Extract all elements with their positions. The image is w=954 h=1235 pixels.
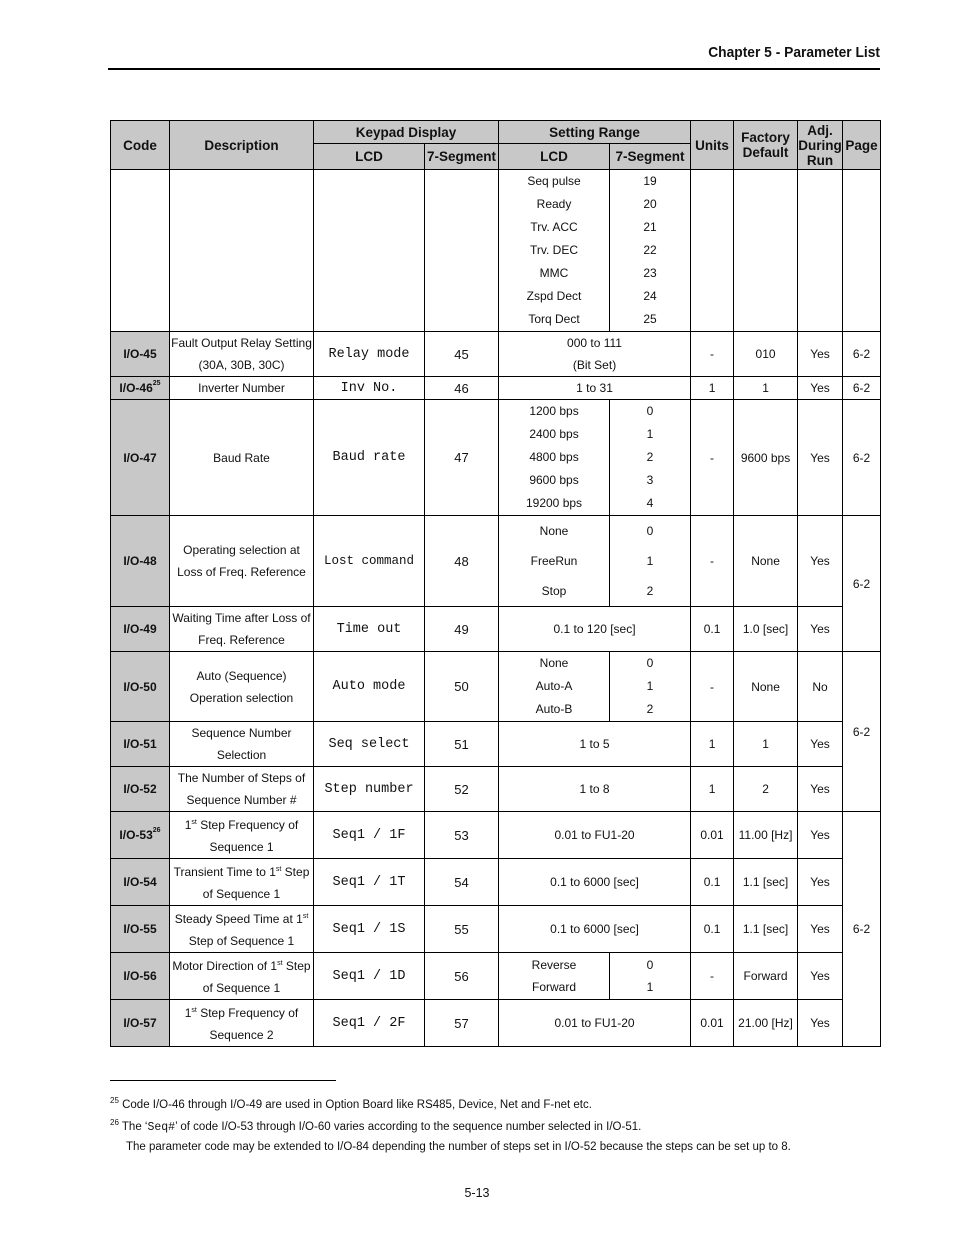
- code-cell: I/O-52: [111, 767, 170, 812]
- description-line: Freq. Reference: [198, 633, 285, 647]
- units-cell: 1: [691, 722, 734, 767]
- col-keypad-display: Keypad Display: [314, 121, 499, 144]
- factory-cell: None: [734, 652, 798, 722]
- col-factory-line1: Factory: [741, 130, 790, 145]
- range-value: 0: [646, 524, 654, 538]
- seg-cell: [425, 170, 499, 332]
- range-values: [610, 170, 691, 332]
- table-row: [111, 652, 881, 722]
- range-value: 2: [646, 450, 654, 464]
- range-cell: 1 to 5: [499, 722, 691, 767]
- description-line: Selection: [216, 748, 267, 762]
- description-line: [170, 859, 313, 883]
- units-cell: -: [691, 332, 734, 377]
- description-cell: [170, 516, 314, 607]
- range-option: None: [539, 656, 569, 670]
- range-value: 19: [643, 174, 657, 188]
- footnote-divider: [110, 1080, 336, 1081]
- description-cell: Baud Rate: [170, 400, 314, 516]
- table-row: [111, 516, 881, 607]
- description-cell: [170, 722, 314, 767]
- adj-cell: [798, 170, 843, 332]
- description-line: Waiting Time after Loss of: [172, 611, 311, 625]
- description-text: Motor Direction of 1: [172, 959, 278, 973]
- lcd-cell: Seq1 / 1F: [314, 812, 425, 859]
- page-number: 5-13: [464, 1186, 490, 1200]
- col-adj-line2: During: [798, 137, 842, 153]
- units-cell: -: [691, 652, 734, 722]
- range-value: 21: [643, 220, 657, 234]
- adj-cell: Yes: [798, 767, 843, 812]
- description-line: Sequence Number #: [186, 793, 297, 807]
- factory-cell: 1.1 [sec]: [734, 906, 798, 953]
- seg-cell: 54: [425, 859, 499, 906]
- description-line: of Sequence 1: [202, 981, 281, 995]
- lcd-cell: Seq select: [314, 722, 425, 767]
- header-divider: [108, 68, 880, 70]
- seg-cell: 57: [425, 1000, 499, 1047]
- range-option: FreeRun: [530, 554, 578, 568]
- seg-cell: 53: [425, 812, 499, 859]
- range-option: Torq Dect: [528, 312, 580, 326]
- table-row: [111, 377, 881, 400]
- lcd-cell: Seq1 / 2F: [314, 1000, 425, 1047]
- description-line: (30A, 30B, 30C): [198, 358, 285, 372]
- code-cell: [111, 812, 170, 859]
- units-cell: [691, 170, 734, 332]
- col-factory-line2: Default: [742, 145, 789, 160]
- factory-cell: 1: [734, 722, 798, 767]
- footnote-ref: 25: [152, 380, 161, 387]
- range-option: Seq pulse: [527, 174, 581, 188]
- footnote-26: [110, 1116, 641, 1135]
- description-line: Operating selection at: [183, 543, 300, 557]
- lcd-cell: Lost command: [314, 516, 425, 607]
- factory-cell: None: [734, 516, 798, 607]
- ordinal-suffix: st: [191, 819, 197, 826]
- factory-cell: 1: [734, 377, 798, 400]
- seg-cell: 46: [425, 377, 499, 400]
- range-option: Trv. DEC: [530, 243, 579, 257]
- code-cell: I/O-45: [111, 332, 170, 377]
- range-labels: [499, 170, 610, 332]
- range-option: Auto-B: [535, 702, 573, 716]
- col-keypad-lcd: LCD: [314, 144, 425, 170]
- range-labels: [499, 516, 610, 607]
- seg-cell: 52: [425, 767, 499, 812]
- ordinal-suffix: st: [277, 960, 283, 967]
- adj-cell: Yes: [798, 812, 843, 859]
- range-value: 25: [643, 312, 657, 326]
- parameter-table: [110, 120, 881, 1047]
- range-value: 0: [646, 656, 654, 670]
- ordinal-suffix: st: [191, 1007, 197, 1014]
- range-value: 1: [646, 679, 654, 693]
- description-cell: [170, 812, 314, 859]
- description-cell: [170, 170, 314, 332]
- range-labels: [499, 953, 610, 1000]
- code-cell: I/O-47: [111, 400, 170, 516]
- page-cell: 6-2: [843, 332, 881, 377]
- description-line: Sequence 1: [209, 840, 274, 854]
- units-cell: -: [691, 953, 734, 1000]
- col-setting-range: Setting Range: [499, 121, 691, 144]
- description-cell: [170, 953, 314, 1000]
- code-cell: I/O-50: [111, 652, 170, 722]
- seg-cell: 51: [425, 722, 499, 767]
- factory-cell: 2: [734, 767, 798, 812]
- range-option: 1200 bps: [529, 404, 579, 418]
- units-cell: 0.01: [691, 812, 734, 859]
- range-option: Trv. ACC: [530, 220, 578, 234]
- col-adj-line3: Run: [806, 152, 834, 168]
- lcd-cell: [314, 170, 425, 332]
- ordinal-suffix: st: [302, 913, 309, 920]
- table-row: [111, 953, 881, 1000]
- range-option: Ready: [536, 197, 572, 211]
- code-cell: I/O-57: [111, 1000, 170, 1047]
- lcd-cell: Seq1 / 1D: [314, 953, 425, 1000]
- range-option: 4800 bps: [529, 450, 579, 464]
- range-cell: 1 to 8: [499, 767, 691, 812]
- description-cell: [170, 652, 314, 722]
- range-option: Forward: [532, 980, 577, 994]
- range-value: 22: [643, 243, 657, 257]
- description-line: Loss of Freq. Reference: [177, 565, 306, 579]
- units-cell: 0.1: [691, 607, 734, 652]
- range-line: 000 to 111: [567, 336, 622, 350]
- description-cell: [170, 767, 314, 812]
- description-cell: [170, 906, 314, 953]
- description-line: Operation selection: [189, 690, 294, 705]
- factory-cell: 010: [734, 332, 798, 377]
- footnote-number: 26: [110, 1118, 119, 1127]
- code-cell: I/O-56: [111, 953, 170, 1000]
- factory-cell: 9600 bps: [734, 400, 798, 516]
- col-code: Code: [111, 121, 170, 170]
- footnote-text: Code I/O-46 through I/O-49 are used in Option Board like RS485, Device, Net and F-net etc.: [118, 1098, 592, 1111]
- footnote-number: 25: [110, 1096, 119, 1105]
- range-value: 20: [643, 197, 657, 211]
- code-text: I/O-46: [119, 381, 153, 395]
- factory-cell: 1.0 [sec]: [734, 607, 798, 652]
- description-cell: [170, 859, 314, 906]
- lcd-cell: Step number: [314, 767, 425, 812]
- seg-cell: 48: [425, 516, 499, 607]
- range-cell: [499, 332, 691, 377]
- adj-cell: Yes: [798, 1000, 843, 1047]
- range-cell: 0.01 to FU1-20: [499, 812, 691, 859]
- units-cell: 0.1: [691, 906, 734, 953]
- col-adj-during-run: [798, 121, 843, 170]
- adj-cell: Yes: [798, 400, 843, 516]
- page-cell: 6-2: [843, 652, 881, 812]
- range-cell: 0.01 to FU1-20: [499, 1000, 691, 1047]
- factory-cell: 1.1 [sec]: [734, 859, 798, 906]
- units-cell: 0.01: [691, 1000, 734, 1047]
- code-cell: I/O-48: [111, 516, 170, 607]
- range-labels: [499, 400, 610, 516]
- range-value: 24: [643, 289, 657, 303]
- adj-cell: Yes: [798, 906, 843, 953]
- range-option: 9600 bps: [529, 473, 579, 487]
- range-values: [610, 400, 691, 516]
- description-line: Step of Sequence 1: [188, 934, 295, 948]
- description-text: 1: [184, 1006, 192, 1020]
- description-cell: [170, 332, 314, 377]
- lcd-cell: Inv No.: [314, 377, 425, 400]
- factory-cell: 11.00 [Hz]: [734, 812, 798, 859]
- ordinal-suffix: st: [275, 866, 282, 873]
- page-cell: 6-2: [843, 400, 881, 516]
- description-line: [170, 953, 313, 977]
- range-value: 4: [646, 496, 654, 510]
- col-units: Units: [691, 121, 734, 170]
- range-labels: [499, 652, 610, 722]
- factory-cell: [734, 170, 798, 332]
- table-row: [111, 812, 881, 859]
- page-cell: 6-2: [843, 812, 881, 1047]
- description-text: Transient Time to 1: [173, 865, 276, 879]
- table-row: [111, 1000, 881, 1047]
- description-line: Sequence Number: [191, 726, 292, 740]
- adj-cell: Yes: [798, 377, 843, 400]
- table-row: [111, 607, 881, 652]
- seg-cell: 56: [425, 953, 499, 1000]
- adj-cell: Yes: [798, 607, 843, 652]
- footnote-text: ’ of code I/O-53 through I/O-60 varies according to the sequence number selected in I/O-51.: [175, 1120, 642, 1133]
- lcd-cell: Baud rate: [314, 400, 425, 516]
- code-text: I/O-53: [119, 828, 153, 842]
- description-text: Steady Speed Time at 1: [174, 912, 303, 926]
- code-cell: I/O-54: [111, 859, 170, 906]
- col-page: Page: [843, 121, 881, 170]
- description-line: Auto (Sequence): [196, 668, 287, 683]
- seg-cell: 49: [425, 607, 499, 652]
- range-value: 1: [646, 554, 654, 568]
- page-cell: 6-2: [843, 377, 881, 400]
- description-line: Fault Output Relay Setting: [171, 336, 312, 350]
- units-cell: 0.1: [691, 859, 734, 906]
- adj-cell: Yes: [798, 859, 843, 906]
- lcd-cell: Auto mode: [314, 652, 425, 722]
- range-value: 1: [646, 427, 654, 441]
- table-row: [111, 859, 881, 906]
- seg-cell: 55: [425, 906, 499, 953]
- description-line: [170, 906, 313, 930]
- description-text: Step Frequency of: [196, 818, 299, 832]
- table-row: [111, 170, 881, 332]
- footnote-code: Seq#: [147, 1120, 176, 1134]
- seg-cell: 47: [425, 400, 499, 516]
- range-option: MMC: [539, 266, 569, 280]
- range-cell: 0.1 to 120 [sec]: [499, 607, 691, 652]
- footnote-25: [110, 1094, 592, 1112]
- range-value: 3: [646, 473, 654, 487]
- footnote-ref: 26: [152, 827, 161, 834]
- table-row: [111, 722, 881, 767]
- table-row: [111, 400, 881, 516]
- range-cell: 0.1 to 6000 [sec]: [499, 859, 691, 906]
- adj-cell: Yes: [798, 953, 843, 1000]
- page-cell: [843, 170, 881, 332]
- description-cell: [170, 1000, 314, 1047]
- description-text: Step: [282, 959, 311, 973]
- range-cell: 1 to 31: [499, 377, 691, 400]
- description-line: [170, 1000, 313, 1024]
- lcd-cell: Seq1 / 1S: [314, 906, 425, 953]
- range-option: Auto-A: [535, 679, 573, 693]
- footnote-26-continued: The parameter code may be extended to I/O-84 depending the number of steps set in I/O-52 because the steps can be set up to 8.: [126, 1141, 791, 1153]
- col-description: Description: [170, 121, 314, 170]
- table-row: [111, 332, 881, 377]
- description-line: of Sequence 1: [202, 887, 281, 901]
- page-cell: 6-2: [843, 516, 881, 652]
- code-cell: [111, 377, 170, 400]
- chapter-title: Chapter 5 - Parameter List: [708, 44, 880, 61]
- table-row: [111, 767, 881, 812]
- adj-cell: Yes: [798, 722, 843, 767]
- description-line: Sequence 2: [209, 1028, 274, 1042]
- range-value: 1: [646, 980, 654, 994]
- range-option: 19200 bps: [525, 496, 583, 510]
- adj-cell: Yes: [798, 332, 843, 377]
- range-values: [610, 516, 691, 607]
- table-row: [111, 906, 881, 953]
- lcd-cell: Relay mode: [314, 332, 425, 377]
- col-adj-line1: Adj.: [807, 122, 833, 138]
- col-range-7seg: 7-Segment: [610, 144, 691, 170]
- footnote-text: The ‘: [118, 1120, 148, 1133]
- description-text: 1: [184, 818, 192, 832]
- col-keypad-7seg: 7-Segment: [425, 144, 499, 170]
- description-text: Step: [281, 865, 310, 879]
- adj-cell: No: [798, 652, 843, 722]
- description-cell: Inverter Number: [170, 377, 314, 400]
- units-cell: 1: [691, 767, 734, 812]
- adj-cell: Yes: [798, 516, 843, 607]
- description-line: [170, 812, 313, 836]
- seg-cell: 50: [425, 652, 499, 722]
- range-value: 0: [646, 404, 654, 418]
- range-value: 2: [646, 702, 654, 716]
- code-cell: I/O-55: [111, 906, 170, 953]
- col-factory-default: [734, 121, 798, 170]
- range-value: 23: [643, 266, 657, 280]
- range-option: None: [539, 524, 569, 538]
- range-option: Zspd Dect: [526, 289, 582, 303]
- range-option: 2400 bps: [529, 427, 579, 441]
- units-cell: 1: [691, 377, 734, 400]
- range-option: Reverse: [531, 958, 577, 972]
- description-text: Step Frequency of: [196, 1006, 299, 1020]
- lcd-cell: Seq1 / 1T: [314, 859, 425, 906]
- factory-cell: 21.00 [Hz]: [734, 1000, 798, 1047]
- lcd-cell: Time out: [314, 607, 425, 652]
- description-line: The Number of Steps of: [177, 771, 306, 785]
- range-value: 0: [646, 958, 654, 972]
- range-values: [610, 652, 691, 722]
- units-cell: -: [691, 400, 734, 516]
- code-cell: I/O-49: [111, 607, 170, 652]
- range-cell: 0.1 to 6000 [sec]: [499, 906, 691, 953]
- range-values: [610, 953, 691, 1000]
- range-line: (Bit Set): [572, 358, 617, 372]
- code-cell: I/O-51: [111, 722, 170, 767]
- range-option: Stop: [541, 584, 567, 598]
- seg-cell: 45: [425, 332, 499, 377]
- code-cell: [111, 170, 170, 332]
- factory-cell: Forward: [734, 953, 798, 1000]
- units-cell: -: [691, 516, 734, 607]
- col-range-lcd: LCD: [499, 144, 610, 170]
- range-value: 2: [646, 584, 654, 598]
- description-cell: [170, 607, 314, 652]
